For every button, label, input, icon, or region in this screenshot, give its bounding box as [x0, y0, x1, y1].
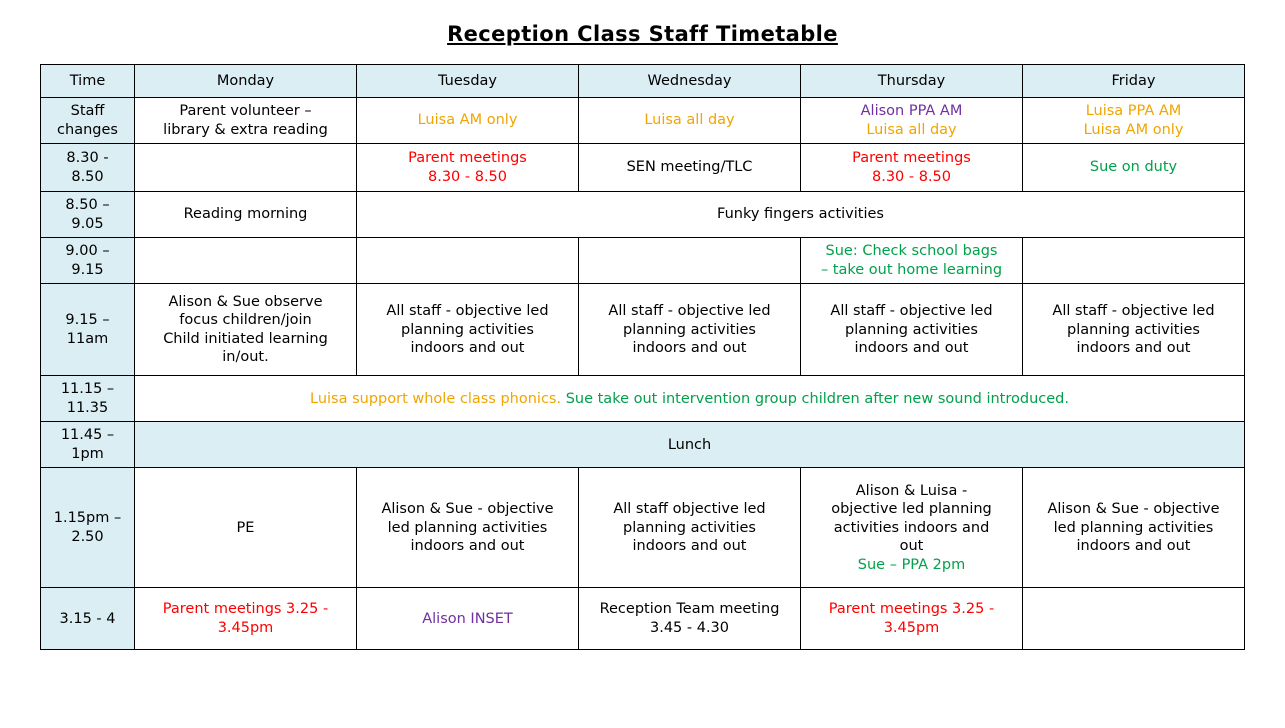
cell-text-line: indoors and out [632, 340, 747, 357]
cell-text-line: Luisa all day [866, 121, 957, 138]
cell-text-line: activities indoors and [833, 519, 990, 536]
timetable-cell [135, 98, 357, 144]
staff-timetable [40, 64, 1245, 650]
column-header-tuesday: Tuesday [357, 65, 579, 98]
cell-text-line: planning activities [1067, 321, 1200, 338]
cell-text-line: PE [236, 519, 255, 536]
time-line: Staff [70, 103, 105, 119]
cell-text-line: Lunch [667, 436, 712, 453]
timetable-cell [801, 468, 1023, 588]
time-line: 2.50 [71, 528, 104, 545]
timetable-cell [1023, 144, 1245, 192]
cell-text-line: Sue on duty [1089, 159, 1178, 176]
time-line: 3.15 - 4 [59, 610, 116, 627]
time-line: 1pm [71, 445, 104, 462]
timetable-cell [1023, 588, 1245, 650]
table-row [41, 192, 1245, 238]
timetable-cell [801, 98, 1023, 144]
cell-text-line: led planning activities [1053, 519, 1214, 536]
column-header-monday: Monday [135, 65, 357, 98]
table-row [41, 588, 1245, 650]
cell-text-line: led planning activities [387, 519, 548, 536]
time-line: 1.15pm – [53, 510, 122, 527]
timetable-cell [1023, 284, 1245, 376]
column-header-wednesday: Wednesday [579, 65, 801, 98]
cell-text-line: Reception Team meeting [599, 601, 780, 618]
cell-text-line: 3.45pm [883, 619, 940, 636]
time-line: 9.00 – [65, 243, 110, 260]
table-row [41, 422, 1245, 468]
timetable-cell [579, 144, 801, 192]
timetable-cell [135, 284, 357, 376]
timetable-cell [135, 468, 357, 588]
cell-text-line: Parent meetings [408, 150, 527, 167]
timetable-cell [1023, 238, 1245, 284]
time-cell [41, 192, 135, 238]
time-cell [41, 422, 135, 468]
table-row [41, 144, 1245, 192]
table-row [41, 238, 1245, 284]
cell-text-line: focus children/join [179, 312, 312, 329]
timetable-cell [357, 284, 579, 376]
cell-text-line: indoors and out [1076, 340, 1191, 357]
table-row [41, 468, 1245, 588]
column-header-time: Time [41, 65, 135, 98]
cell-text-line: Alison & Luisa - [855, 482, 968, 499]
cell-text-segment: Sue take out intervention group children after new sound introduced. [561, 390, 1069, 407]
cell-text-segment: Luisa support whole class phonics. [310, 390, 562, 407]
time-line: changes [57, 121, 118, 138]
timetable-cell [579, 284, 801, 376]
timetable-cell [579, 98, 801, 144]
cell-text-line: Luisa AM only [1083, 121, 1184, 138]
time-line: 8.50 [71, 168, 104, 185]
timetable-cell [135, 376, 1245, 422]
time-cell [41, 376, 135, 422]
header-row [41, 65, 1245, 98]
time-line: 9.15 – [65, 312, 110, 329]
cell-text-line: Alison INSET [422, 610, 513, 627]
cell-text-line: indoors and out [1076, 538, 1191, 555]
time-cell [41, 144, 135, 192]
cell-text-line: indoors and out [410, 538, 525, 555]
timetable-cell [135, 144, 357, 192]
cell-text-line: out [899, 538, 924, 555]
timetable-cell [357, 98, 579, 144]
cell-text-line: Funky fingers activities [717, 206, 884, 223]
timetable-cell [357, 468, 579, 588]
cell-text-line: Reading morning [183, 206, 308, 223]
time-line: 11am [66, 330, 109, 347]
time-line: 11.15 – [60, 381, 115, 398]
time-cell [41, 98, 135, 144]
cell-text-line: Alison & Sue - objective [381, 501, 554, 518]
timetable-cell [357, 588, 579, 650]
cell-text-line: planning activities [623, 519, 756, 536]
timetable-cell [357, 238, 579, 284]
cell-text-line: All staff objective led [613, 501, 766, 518]
cell-text-line: Alison & Sue - objective [1047, 501, 1220, 518]
timetable-cell [357, 144, 579, 192]
cell-text-line: Luisa AM only [417, 112, 518, 129]
cell-text-line: All staff - objective led [830, 302, 993, 319]
cell-text-line: indoors and out [632, 538, 747, 555]
cell-text-line: library & extra reading [163, 121, 328, 138]
cell-text-line: objective led planning [831, 501, 992, 518]
cell-text-line: Parent volunteer – [179, 103, 312, 119]
cell-text-line: 8.30 - 8.50 [427, 168, 508, 185]
cell-text-line: Child initiated learning [163, 330, 328, 347]
table-body [41, 98, 1245, 650]
cell-text-line: planning activities [845, 321, 978, 338]
cell-text-line: All staff - objective led [608, 302, 771, 319]
cell-text-line: 3.45 - 4.30 [649, 619, 730, 636]
cell-text-line: 8.30 - 8.50 [871, 168, 952, 185]
time-line: 8.30 - [66, 150, 109, 167]
time-cell [41, 284, 135, 376]
cell-text-line: in/out. [222, 349, 269, 366]
timetable-cell [1023, 468, 1245, 588]
table-row [41, 98, 1245, 144]
cell-text-line: indoors and out [410, 340, 525, 357]
table-header [41, 65, 1245, 98]
cell-text-line: Parent meetings [852, 150, 971, 167]
cell-text-line: Parent meetings 3.25 - [162, 601, 329, 618]
cell-text-line: All staff - objective led [1052, 302, 1215, 319]
time-line: 9.05 [71, 215, 104, 232]
cell-text-line: All staff - objective led [386, 302, 549, 319]
timetable-cell [357, 192, 1245, 238]
time-line: 8.50 – [65, 197, 110, 214]
table-row [41, 284, 1245, 376]
time-cell [41, 468, 135, 588]
cell-text-line: Parent meetings 3.25 - [828, 601, 995, 618]
timetable-cell [801, 588, 1023, 650]
timetable-cell [135, 588, 357, 650]
cell-text-line: Sue – PPA 2pm [857, 556, 966, 573]
timetable-cell [579, 588, 801, 650]
timetable-cell [135, 422, 1245, 468]
timetable-cell [135, 192, 357, 238]
time-line: 9.15 [71, 261, 104, 278]
timetable-cell [801, 238, 1023, 284]
time-cell [41, 238, 135, 284]
column-header-thursday: Thursday [801, 65, 1023, 98]
cell-text-line: Luisa PPA AM [1085, 103, 1182, 119]
cell-text-line: indoors and out [854, 340, 969, 357]
cell-text-line: planning activities [401, 321, 534, 338]
cell-text-line: – take out home learning [820, 261, 1003, 278]
cell-text-line: 3.45pm [217, 619, 274, 636]
cell-text-line: Luisa all day [644, 112, 735, 129]
cell-text-line: SEN meeting/TLC [626, 159, 753, 176]
cell-text-line: Sue: Check school bags [825, 243, 998, 260]
timetable-cell [135, 238, 357, 284]
timetable-cell [579, 468, 801, 588]
page-title: Reception Class Staff Timetable [447, 22, 838, 46]
timetable-cell [579, 238, 801, 284]
time-line: 11.45 – [60, 427, 115, 444]
column-header-friday: Friday [1023, 65, 1245, 98]
timetable-cell [1023, 98, 1245, 144]
timetable-cell [801, 144, 1023, 192]
timetable-cell [801, 284, 1023, 376]
table-row [41, 376, 1245, 422]
cell-text-line: planning activities [623, 321, 756, 338]
time-line: 11.35 [66, 399, 109, 416]
cell-text-line: Alison PPA AM [860, 103, 963, 119]
cell-text-line: Alison & Sue observe [168, 293, 323, 310]
time-cell [41, 588, 135, 650]
